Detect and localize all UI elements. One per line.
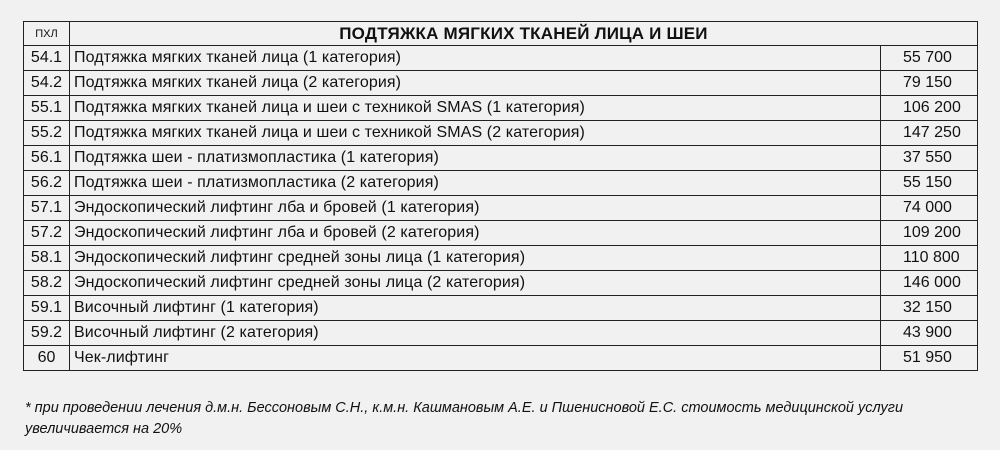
service-price: 110 800 xyxy=(881,246,978,271)
service-name: Височный лифтинг (1 категория) xyxy=(70,296,881,321)
service-name: Подтяжка мягких тканей лица (2 категория) xyxy=(70,71,881,96)
service-name: Эндоскопический лифтинг средней зоны лица (1 категория) xyxy=(70,246,881,271)
table-row xyxy=(24,221,978,246)
service-name: Чек-лифтинг xyxy=(70,346,881,371)
service-name: Подтяжка мягких тканей лица и шеи с техникой SMAS (1 категория) xyxy=(70,96,881,121)
service-price: 147 250 xyxy=(881,121,978,146)
table-body xyxy=(24,46,978,371)
service-name: Подтяжка шеи - платизмопластика (2 категория) xyxy=(70,171,881,196)
service-code: 54.1 xyxy=(24,46,70,71)
table-row xyxy=(24,46,978,71)
service-price: 109 200 xyxy=(881,221,978,246)
service-code: 57.2 xyxy=(24,221,70,246)
table-row xyxy=(24,121,978,146)
service-price: 55 150 xyxy=(881,171,978,196)
service-name: Эндоскопический лифтинг лба и бровей (2 категория) xyxy=(70,221,881,246)
service-name: Эндоскопический лифтинг лба и бровей (1 категория) xyxy=(70,196,881,221)
table-row xyxy=(24,171,978,196)
service-price: 146 000 xyxy=(881,271,978,296)
table-header-row xyxy=(24,22,978,46)
service-name: Височный лифтинг (2 категория) xyxy=(70,321,881,346)
service-code: 54.2 xyxy=(24,71,70,96)
code-column-header: ПХЛ xyxy=(24,22,70,46)
service-price: 74 000 xyxy=(881,196,978,221)
service-name: Подтяжка мягких тканей лица (1 категория) xyxy=(70,46,881,71)
service-name: Подтяжка мягких тканей лица и шеи с техникой SMAS (2 категория) xyxy=(70,121,881,146)
footnote: * при проведении лечения д.м.н. Бессоновым С.Н., к.м.н. Кашмановым А.Е. и Пшениcновой Е.С. стоимость медицинской услуги увеличивается на 20% xyxy=(25,400,904,437)
service-price: 79 150 xyxy=(881,71,978,96)
table-row xyxy=(24,346,978,371)
service-price: 106 200 xyxy=(881,96,978,121)
table-row xyxy=(24,321,978,346)
service-code: 56.2 xyxy=(24,171,70,196)
service-code: 60 xyxy=(24,346,70,371)
service-code: 58.1 xyxy=(24,246,70,271)
table-row xyxy=(24,196,978,221)
table-title: ПОДТЯЖКА МЯГКИХ ТКАНЕЙ ЛИЦА И ШЕИ xyxy=(70,22,978,46)
service-code: 55.2 xyxy=(24,121,70,146)
table-row xyxy=(24,71,978,96)
table-row xyxy=(24,96,978,121)
service-code: 58.2 xyxy=(24,271,70,296)
service-name: Эндоскопический лифтинг средней зоны лица (2 категория) xyxy=(70,271,881,296)
table-row xyxy=(24,246,978,271)
table-row xyxy=(24,271,978,296)
service-name: Подтяжка шеи - платизмопластика (1 категория) xyxy=(70,146,881,171)
price-table xyxy=(23,21,978,371)
service-code: 59.1 xyxy=(24,296,70,321)
service-code: 56.1 xyxy=(24,146,70,171)
service-price: 32 150 xyxy=(881,296,978,321)
table-row xyxy=(24,146,978,171)
table-row xyxy=(24,296,978,321)
service-price: 43 900 xyxy=(881,321,978,346)
service-code: 57.1 xyxy=(24,196,70,221)
service-price: 37 550 xyxy=(881,146,978,171)
service-code: 59.2 xyxy=(24,321,70,346)
service-price: 55 700 xyxy=(881,46,978,71)
service-code: 55.1 xyxy=(24,96,70,121)
service-price: 51 950 xyxy=(881,346,978,371)
